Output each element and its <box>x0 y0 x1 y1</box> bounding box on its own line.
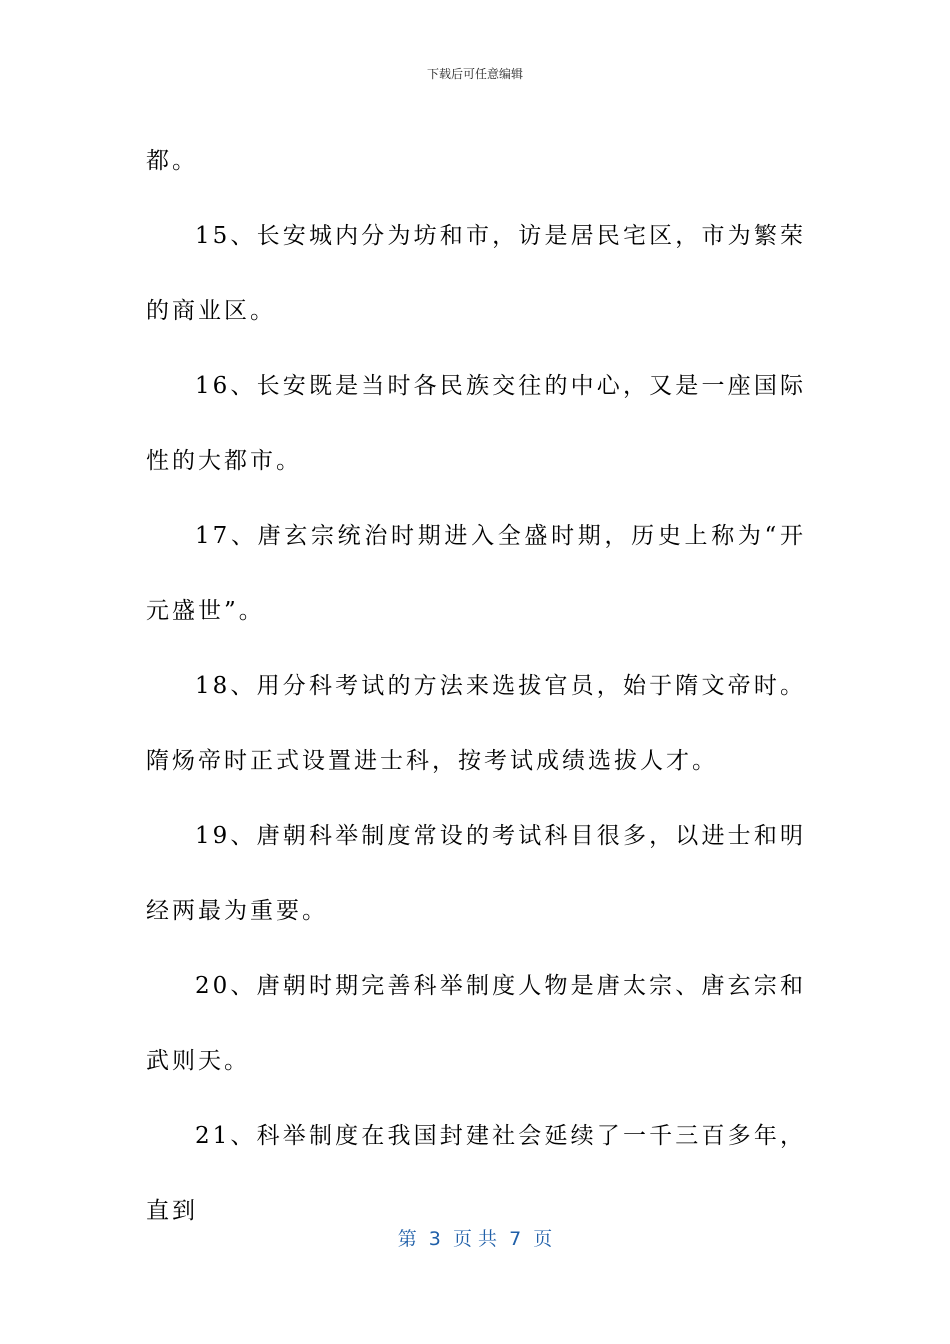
paragraph-item-19: 19、唐朝科举制度常设的考试科目很多，以进士和明经两最为重要。 <box>146 823 806 924</box>
paragraph-item-16: 16、长安既是当时各民族交往的中心，又是一座国际性的大都市。 <box>146 373 806 474</box>
paragraph-item-21: 21、科举制度在我国封建社会延续了一千三百多年，直到 <box>146 1123 806 1224</box>
document-body <box>146 124 806 1249</box>
paragraph-continuation: 都。 <box>146 148 198 174</box>
paragraph-item-15: 15、长安城内分为坊和市，访是居民宅区，市为繁荣的商业区。 <box>146 223 806 324</box>
page-header: 下载后可任意编辑 <box>426 67 523 81</box>
paragraph-item-18: 18、用分科考试的方法来选拔官员，始于隋文帝时。隋炀帝时正式设置进士科，按考试成绩选拔人才。 <box>146 673 806 774</box>
page-footer-page-number: 第 3 页 共 7 页 <box>397 1228 553 1250</box>
paragraph-item-20: 20、唐朝时期完善科举制度人物是唐太宗、唐玄宗和武则天。 <box>146 973 806 1074</box>
paragraph-item-17: 17、唐玄宗统治时期进入全盛时期，历史上称为“开元盛世”。 <box>146 523 806 624</box>
